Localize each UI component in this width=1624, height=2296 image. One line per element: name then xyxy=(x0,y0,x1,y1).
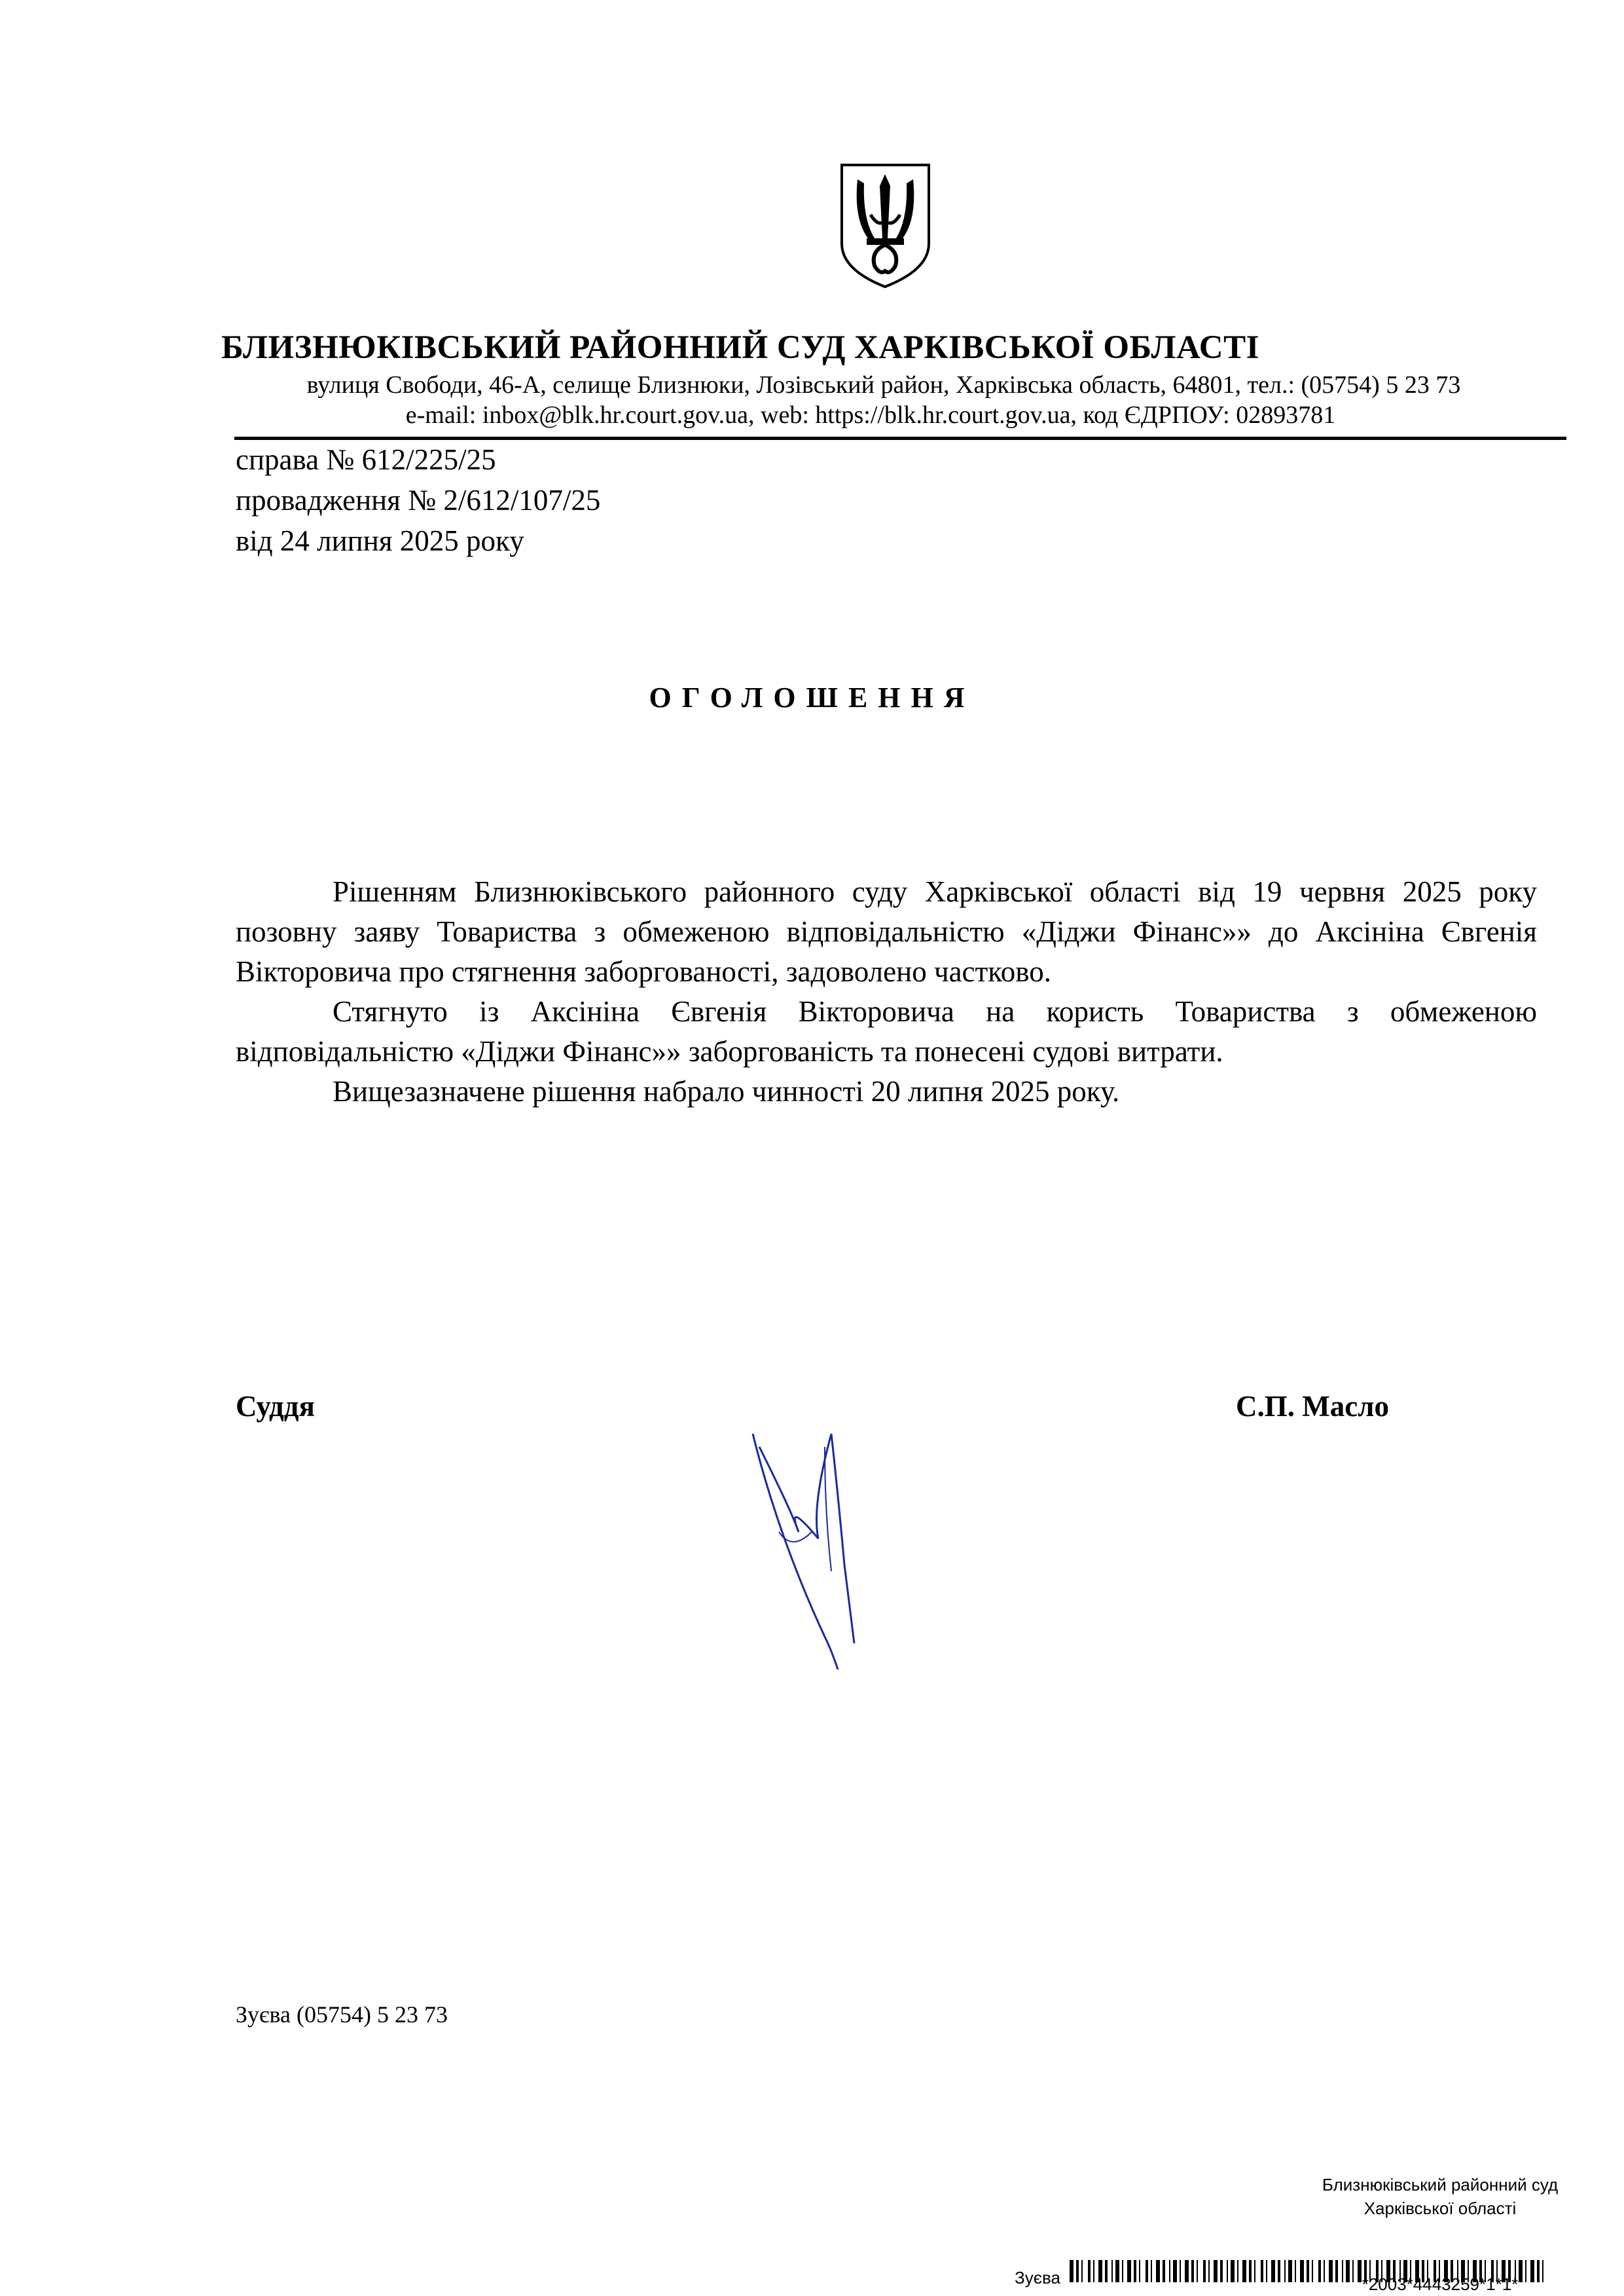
barcode-label: Зуєва xyxy=(1015,2268,1060,2287)
document-title: ОГОЛОШЕННЯ xyxy=(649,682,975,714)
registry-stamp-court: Близнюківський районний суд xyxy=(1322,2175,1559,2195)
executor-contact: Зуєва (05754) 5 23 73 xyxy=(236,2001,448,2028)
court-contacts: e-mail: inbox@blk.hr.court.gov.ua, web: https://blk.hr.court.gov.ua, код ЄДРПОУ: 02893781 xyxy=(405,401,1336,429)
judge-name: С.П. Масло xyxy=(1236,1390,1389,1423)
header-divider xyxy=(234,437,1566,440)
registry-stamp-region: Харківської області xyxy=(1363,2198,1517,2218)
document-body xyxy=(236,872,1537,1112)
body-paragraph-recovery: Стягнуто із Аксініна Євгенія Вікторовича на користь Товариства з обмеженою відповідальністю «Діджи Фінанс»» заборгованість та понесені судові витрати. xyxy=(236,995,1537,1068)
body-paragraph-effective: Вищезазначене рішення набрало чинності 20 липня 2025 року. xyxy=(333,1075,1120,1108)
barcode-code: *2003*4443259*1*1* xyxy=(1362,2274,1519,2294)
trident-coat-of-arms-icon xyxy=(838,160,933,291)
handwritten-signature-icon xyxy=(740,1421,871,1683)
document-date: від 24 липня 2025 року xyxy=(236,524,524,557)
proceeding-number: провадження № 2/612/107/25 xyxy=(236,484,601,517)
body-paragraph-decision: Рішенням Близнюківського районного суду Харківської області від 19 червня 2025 року позовну заяву Товариства з обмеженою відповідальністю «Діджи Фінанс»» до Аксініна Євгенія Вікторовича про стягнення заборгованості, задоволено частково. xyxy=(236,875,1537,988)
case-number: справа № 612/225/25 xyxy=(236,443,496,476)
court-name: БЛИЗНЮКІВСЬКИЙ РАЙОННИЙ СУД ХАРКІВСЬКОЇ ОБЛАСТІ xyxy=(221,329,1259,366)
judge-title: Суддя xyxy=(236,1390,315,1423)
court-address: вулиця Свободи, 46-А, селище Близнюки, Лозівський район, Харківська область, 64801, тел.: (05754) 5 23 73 xyxy=(306,371,1461,399)
